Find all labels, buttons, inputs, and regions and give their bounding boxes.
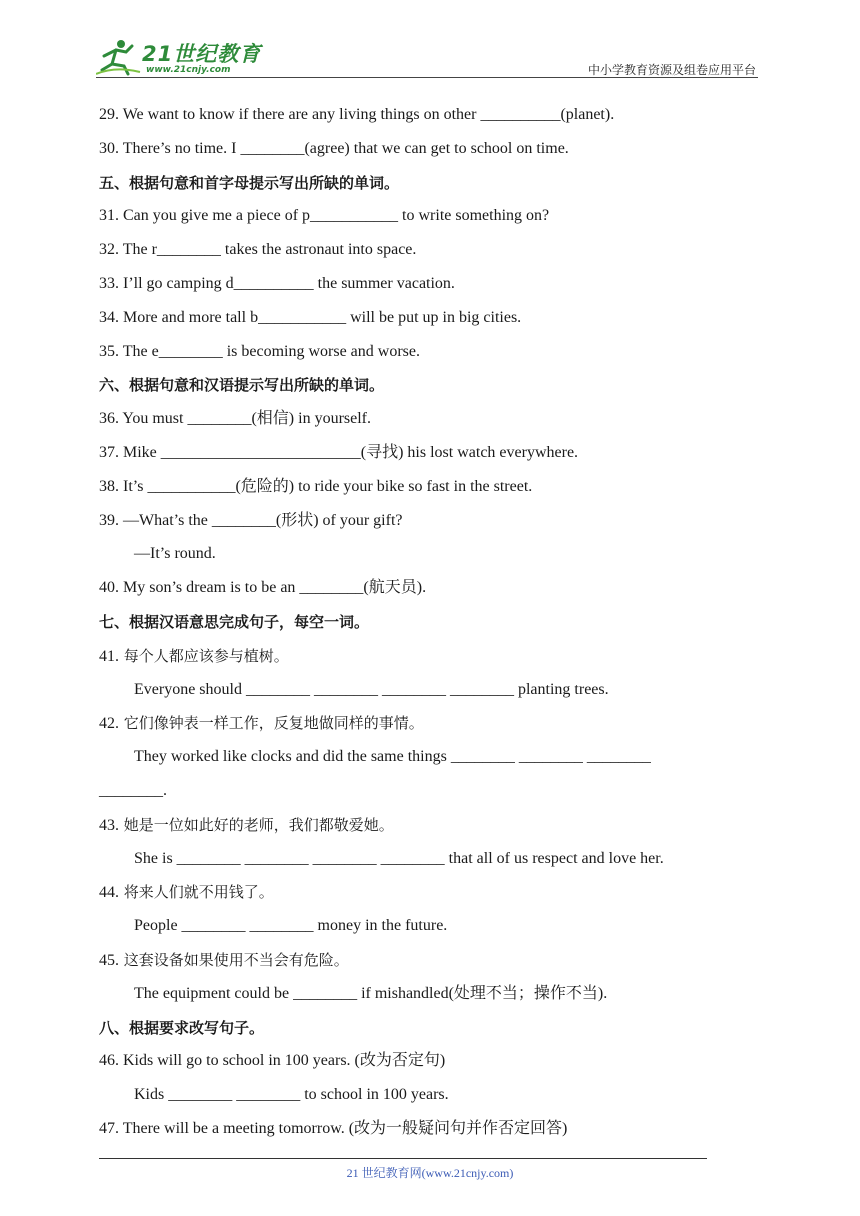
question-line: 39. —What’s the ________(形状) of your gift?	[99, 511, 403, 529]
answer-line: Everyone should ________ ________ ________ ________ planting trees.	[134, 680, 609, 698]
question-text: 它们像钟表一样工作，反复地做同样的事情。	[119, 714, 424, 733]
question-prompt	[99, 946, 739, 980]
footer-source: 21 世纪教育网(www.21cnjy.com)	[346, 1166, 514, 1180]
question-line: ________.	[99, 781, 167, 799]
question-line: 37. Mike _________________________(寻找) his lost watch everywhere.	[99, 443, 579, 461]
section-heading: 八、根据要求改写句子。	[99, 1018, 265, 1037]
answer-line: People ________ ________ money in the future.	[134, 917, 448, 935]
worksheet-body	[99, 101, 739, 1149]
question-line: 33. I’ll go camping d__________ the summer vacation.	[99, 274, 455, 292]
footer-divider	[99, 1158, 707, 1159]
question-prompt	[99, 709, 739, 743]
header-divider	[96, 77, 758, 78]
section-heading: 七、根据汉语意思完成句子，每空一词。	[99, 612, 370, 631]
question-number: 43.	[99, 816, 119, 834]
question-text: 将来人们就不用钱了。	[119, 883, 274, 902]
site-logo	[96, 36, 266, 76]
section-heading: 六、根据句意和汉语提示写出所缺的单词。	[99, 376, 385, 395]
platform-tagline: 中小学教育资源及组卷应用平台	[587, 63, 756, 77]
question-text: 每个人都应该参与植树。	[119, 646, 289, 665]
section-heading: 五、根据句意和首字母提示写出所缺的单词。	[99, 173, 400, 192]
question-line: 34. More and more tall b___________ will be put up in big cities.	[99, 308, 522, 326]
answer-line: They worked like clocks and did the same things ________ ________ ________	[134, 748, 651, 766]
question-line: 38. It’s ___________(危险的) to ride your bike so fast in the street.	[99, 477, 533, 495]
question-line: 40. My son’s dream is to be an ________(航天员).	[99, 579, 427, 597]
question-line: 35. The e________ is becoming worse and worse.	[99, 342, 420, 360]
question-line: 30. There’s no time. I ________(agree) that we can get to school on time.	[99, 139, 569, 157]
question-number: 45.	[99, 951, 119, 969]
question-line: 47. There will be a meeting tomorrow. (改为一般疑问句并作否定回答)	[99, 1119, 568, 1137]
question-prompt	[99, 878, 739, 912]
question-number: 42.	[99, 715, 119, 733]
answer-line: Kids ________ ________ to school in 100 years.	[134, 1086, 449, 1104]
answer-line: —It’s round.	[134, 545, 216, 563]
answer-line: The equipment could be ________ if mishandled(处理不当；操作不当).	[134, 984, 608, 1002]
logo-url: www.21cnjy.com	[146, 65, 231, 75]
question-line: 29. We want to know if there are any living things on other __________(planet).	[99, 106, 615, 123]
logo-title: 21世纪教育	[142, 42, 262, 66]
question-number: 44.	[99, 884, 119, 902]
question-text: 她是一位如此好的老师，我们都敬爱她。	[119, 815, 394, 834]
question-prompt	[99, 642, 739, 676]
question-number: 41.	[99, 647, 119, 665]
question-line: 46. Kids will go to school in 100 years. (改为否定句)	[99, 1052, 446, 1070]
question-line: 32. The r________ takes the astronaut into space.	[99, 241, 417, 259]
question-text: 这套设备如果使用不当会有危险。	[119, 950, 349, 969]
page-header	[96, 32, 756, 78]
question-line: 31. Can you give me a piece of p___________ to write something on?	[99, 207, 550, 225]
question-prompt	[99, 811, 739, 845]
answer-line: She is ________ ________ ________ ________ that all of us respect and love her.	[134, 849, 664, 867]
question-line: 36. You must ________(相信) in yourself.	[99, 410, 372, 428]
